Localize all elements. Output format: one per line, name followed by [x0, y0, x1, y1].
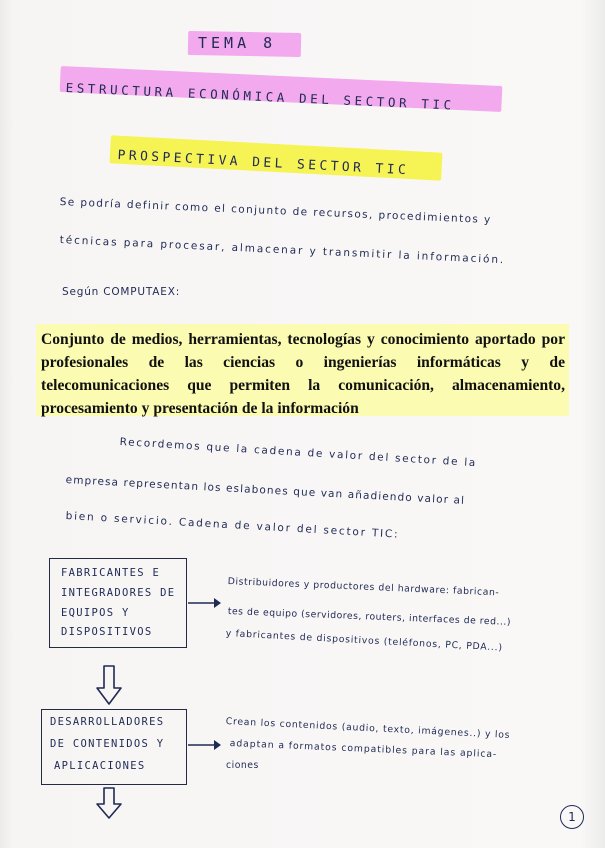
arrow-right-icon — [186, 596, 222, 610]
chain-line-2: empresa representan los eslabones que van añadiendo valor al — [65, 474, 466, 507]
subsection-title: PROSPECTIVA DEL SECTOR TIC — [117, 148, 410, 179]
box2-line-1: DESARROLLADORES — [50, 716, 165, 728]
manufacturers-box — [49, 558, 187, 648]
developers-box — [41, 709, 187, 785]
box1-line-4: DISPOSITIVOS — [61, 626, 153, 638]
definition-text: Conjunto de medios, herramientas, tecnologías y conocimiento aportado por profesionales de las ciencias o ingenierías informáticas y de telecomunicaciones que permiten la comunicación, almacenamiento, procesamiento y presentación de la información — [41, 331, 565, 417]
box2-line-3: APLICACIONES — [54, 760, 146, 772]
box1-line-1: FABRICANTES E — [61, 567, 161, 579]
intro-line-2: técnicas para procesar, almacenar y transmitir la información. — [59, 234, 506, 267]
intro-line-1: Se podría definir como el conjunto de recursos, procedimientos y — [59, 196, 492, 227]
box1-line-3: EQUIPOS Y — [61, 607, 130, 619]
arrow-down-icon-2 — [94, 786, 124, 820]
box2-desc-3: ciones — [226, 760, 259, 771]
box2-line-2: DE CONTENIDOS Y — [50, 738, 165, 750]
box2-desc-1: Crean los contenidos (audio, texto, imágenes..) y los — [225, 716, 511, 741]
page-number: 1 — [560, 805, 584, 829]
intro-line-3: Según COMPUTAEX: — [62, 286, 181, 298]
box2-desc-2: adaptan a formatos compatibles para las aplica- — [229, 738, 498, 761]
definition-box — [36, 324, 569, 416]
section-title: ESTRUCTURA ECONÓMICA DEL SECTOR TIC — [65, 80, 456, 113]
chain-line-1: Recordemos que la cadena de valor del sector de la — [119, 436, 478, 470]
chain-line-3: bien o servicio. Cadena de valor del sector TIC: — [65, 510, 400, 541]
box1-desc-2: tes de equipo (servidores, routers, interfaces de red...) — [227, 606, 512, 628]
box1-line-2: INTEGRADORES DE — [61, 587, 176, 599]
arrow-down-icon — [94, 664, 124, 706]
page-title: TEMA 8 — [198, 34, 277, 52]
arrow-right-icon-2 — [186, 738, 222, 752]
box1-desc-1: Distribuidores y productores del hardware: fabrican- — [227, 576, 500, 599]
box1-desc-3: y fabricantes de dispositivos (teléfonos, PC, PDA...) — [225, 628, 503, 654]
